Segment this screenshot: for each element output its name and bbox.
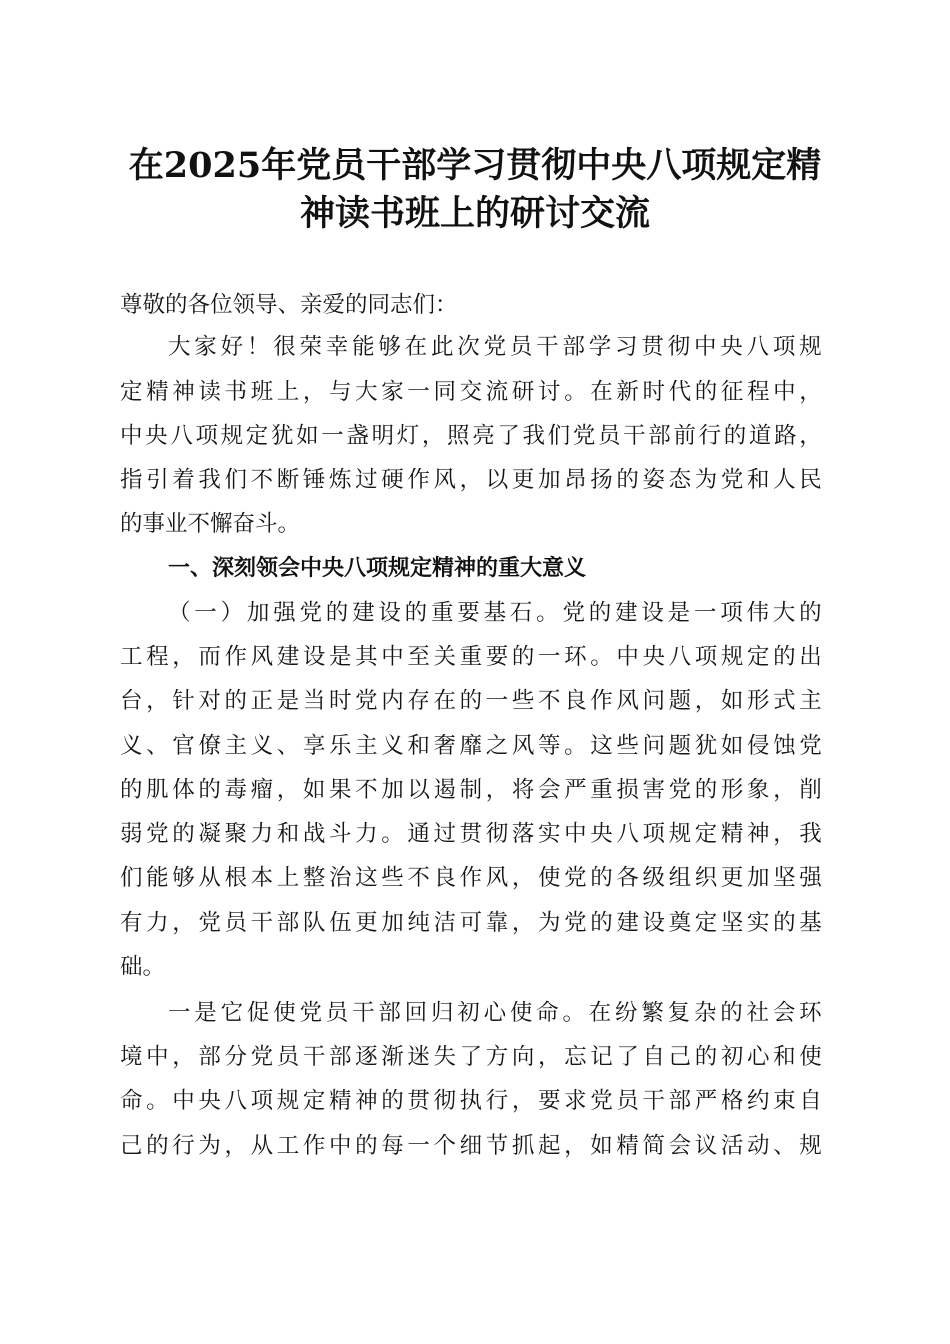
paragraph-line: 中 央 八 项 规 定 犹 如 一 盏 明 灯 ， 照 亮 了 我 们 党 员 干 部 前 行 的 道 路 ，	[120, 423, 822, 449]
section-heading: 一、深刻领会中央八项规定精神的重大意义	[168, 556, 587, 581]
paragraph-line: （ 一 ） 加 强 党 的 建 设 的 重 要 基 石 。 党 的 建 设 是 一 项 伟 大 的	[168, 600, 822, 626]
paragraph-line: 工 程 ， 而 作 风 建 设 是 其 中 至 关 重 要 的 一 环 。 中 央 八 项 规 定 的 出	[120, 644, 822, 670]
paragraph-line: 大 家 好 ！ 很 荣 幸 能 够 在 此 次 党 员 干 部 学 习 贯 彻 中 央 八 项 规	[168, 334, 822, 360]
document-title-line-2: 神读书班上的研讨交流	[299, 193, 650, 234]
paragraph-line: 义 、 官 僚 主 义 、 享 乐 主 义 和 奢 靡 之 风 等 。 这 些 问 题 犹 如 侵 蚀 党	[120, 733, 822, 759]
paragraph-line: 境 中 ， 部 分 党 员 干 部 逐 渐 迷 失 了 方 向 ， 忘 记 了 自 己 的 初 心 和 使	[120, 1044, 822, 1070]
paragraph-line: 命 。 中 央 八 项 规 定 精 神 的 贯 彻 执 行 ， 要 求 党 员 干 部 严 格 约 束 自	[120, 1088, 822, 1114]
salutation: 尊敬的各位领导、亲爱的同志们：	[120, 292, 458, 318]
paragraph-line: 们 能 够 从 根 本 上 整 治 这 些 不 良 作 风 ， 使 党 的 各 级 组 织 更 加 坚 强	[120, 865, 822, 891]
paragraph-line: 己 的 行 为 ， 从 工 作 中 的 每 一 个 细 节 抓 起 ， 如 精 简 会 议 活 动 、 规	[120, 1133, 822, 1159]
paragraph-line: 台 ， 针 对 的 正 是 当 时 党 内 存 在 的 一 些 不 良 作 风 问 题 ， 如 形 式 主	[120, 688, 822, 714]
paragraph-line: 弱 党 的 凝 聚 力 和 战 斗 力 。 通 过 贯 彻 落 实 中 央 八 项 规 定 精 神 ， 我	[120, 821, 822, 847]
paragraph-line: 的 肌 体 的 毒 瘤 ， 如 果 不 加 以 遏 制 ， 将 会 严 重 损 害 党 的 形 象 ， 削	[120, 777, 822, 803]
paragraph-line: 指 引 着 我 们 不 断 锤 炼 过 硬 作 风 ， 以 更 加 昂 扬 的 姿 态 为 党 和 人 民	[120, 467, 822, 493]
paragraph-line: 一 是 它 促 使 党 员 干 部 回 归 初 心 使 命 。 在 纷 繁 复 杂 的 社 会 环	[168, 1000, 822, 1026]
paragraph-line: 定 精 神 读 书 班 上 ， 与 大 家 一 同 交 流 研 讨 。 在 新 时 代 的 征 程 中 ，	[120, 379, 822, 405]
document-title-line-1: 在2025年党员干部学习贯彻中央八项规定精	[128, 145, 822, 186]
paragraph-line: 的事业不懈奋斗。	[120, 511, 301, 537]
paragraph-line: 础。	[120, 954, 166, 980]
paragraph-line: 有 力 ， 党 员 干 部 队 伍 更 加 纯 洁 可 靠 ， 为 党 的 建 设 奠 定 坚 实 的 基	[120, 910, 822, 936]
